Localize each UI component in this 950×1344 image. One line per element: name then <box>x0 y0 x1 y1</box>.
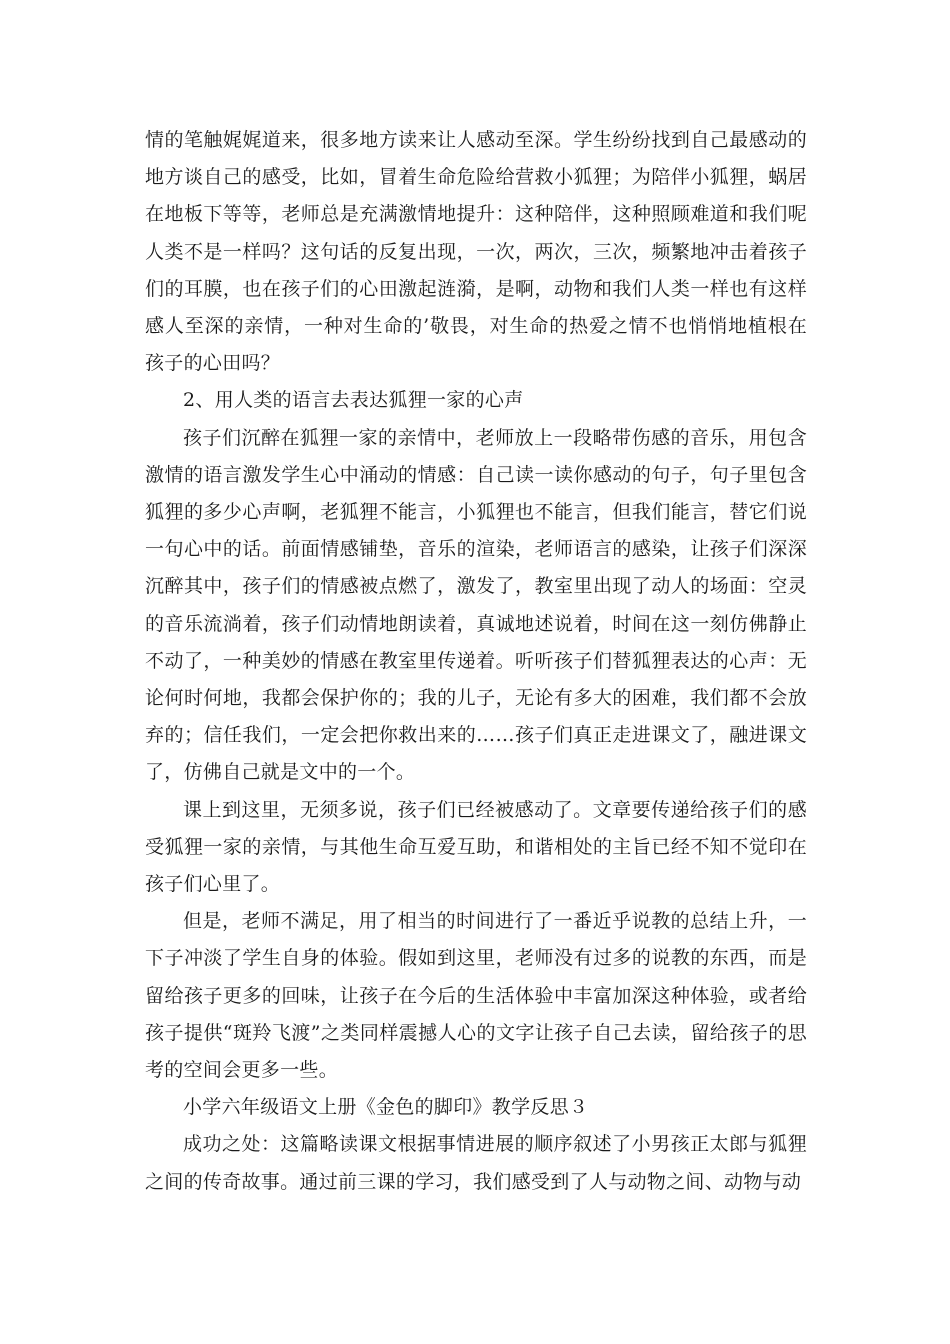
paragraph-continuation: 情的笔触娓娓道来，很多地方读来让人感动至深。学生纷纷找到自己最感动的地方谈自己的感受，比如，冒着生命危险给营救小狐狸；为陪伴小狐狸，蜗居在地板下等等，老师总是充满激情地提升：这种陪伴，这种照顾难道和我们呢人类不是一样吗？这句话的反复出现，一次，两次，三次，频繁地冲击着孩子们的耳膜，也在孩子们的心田激起涟漪，是啊，动物和我们人类一样也有这样感人至深的亲情，一种对生命的’敬畏，对生命的热爱之情不也悄悄地植根在孩子的心田吗？ <box>145 129 807 375</box>
section-heading-2: 2、用人类的语言去表达狐狸一家的心声 <box>183 389 524 412</box>
paragraph: 成功之处：这篇略读课文根据事情进展的顺序叙述了小男孩正太郎与狐狸之间的传奇故事。通过前三课的学习，我们感受到了人与动物之间、动物与动 <box>145 1133 807 1193</box>
paragraph: 但是，老师不满足，用了相当的时间进行了一番近乎说教的总结上升，一下子冲淡了学生自身的体验。假如到这里，老师没有过多的说教的东西，而是留给孩子更多的回味，让孩子在今后的生活体验中丰富加深这种体验，或者给孩子提供“斑羚飞渡”之类同样震撼人心的文字让孩子自己去读，留给孩子的思考的空间会更多一些。 <box>145 910 807 1082</box>
paragraph: 课上到这里，无须多说，孩子们已经被感动了。文章要传递给孩子们的感受狐狸一家的亲情，与其他生命互爱互助，和谐相处的主旨已经不知不觉印在孩子们心里了。 <box>145 798 807 896</box>
section-title-3: 小学六年级语文上册《金色的脚印》教学反思３ <box>183 1096 589 1119</box>
document-body <box>145 122 807 1201</box>
paragraph: 孩子们沉醉在狐狸一家的亲情中，老师放上一段略带伤感的音乐，用包含激情的语言激发学生心中涌动的情感：自己读一读你感动的句子，句子里包含狐狸的多少心声啊，老狐狸不能言，小狐狸也不能言，但我们能言，替它们说一句心中的话。前面情感铺垫，音乐的渲染，老师语言的感染，让孩子们深深沉醉其中，孩子们的情感被点燃了，激发了，教室里出现了动人的场面：空灵的音乐流淌着，孩子们动情地朗读着，真诚地述说着，时间在这一刻仿佛静止不动了，一种美妙的情感在教室里传递着。听听孩子们替狐狸表达的心声：无论何时何地，我都会保护你的；我的儿子，无论有多大的困难，我们都不会放弃的；信任我们，一定会把你救出来的……孩子们真正走进课文了，融进课文了，仿佛自己就是文中的一个。 <box>145 426 807 784</box>
